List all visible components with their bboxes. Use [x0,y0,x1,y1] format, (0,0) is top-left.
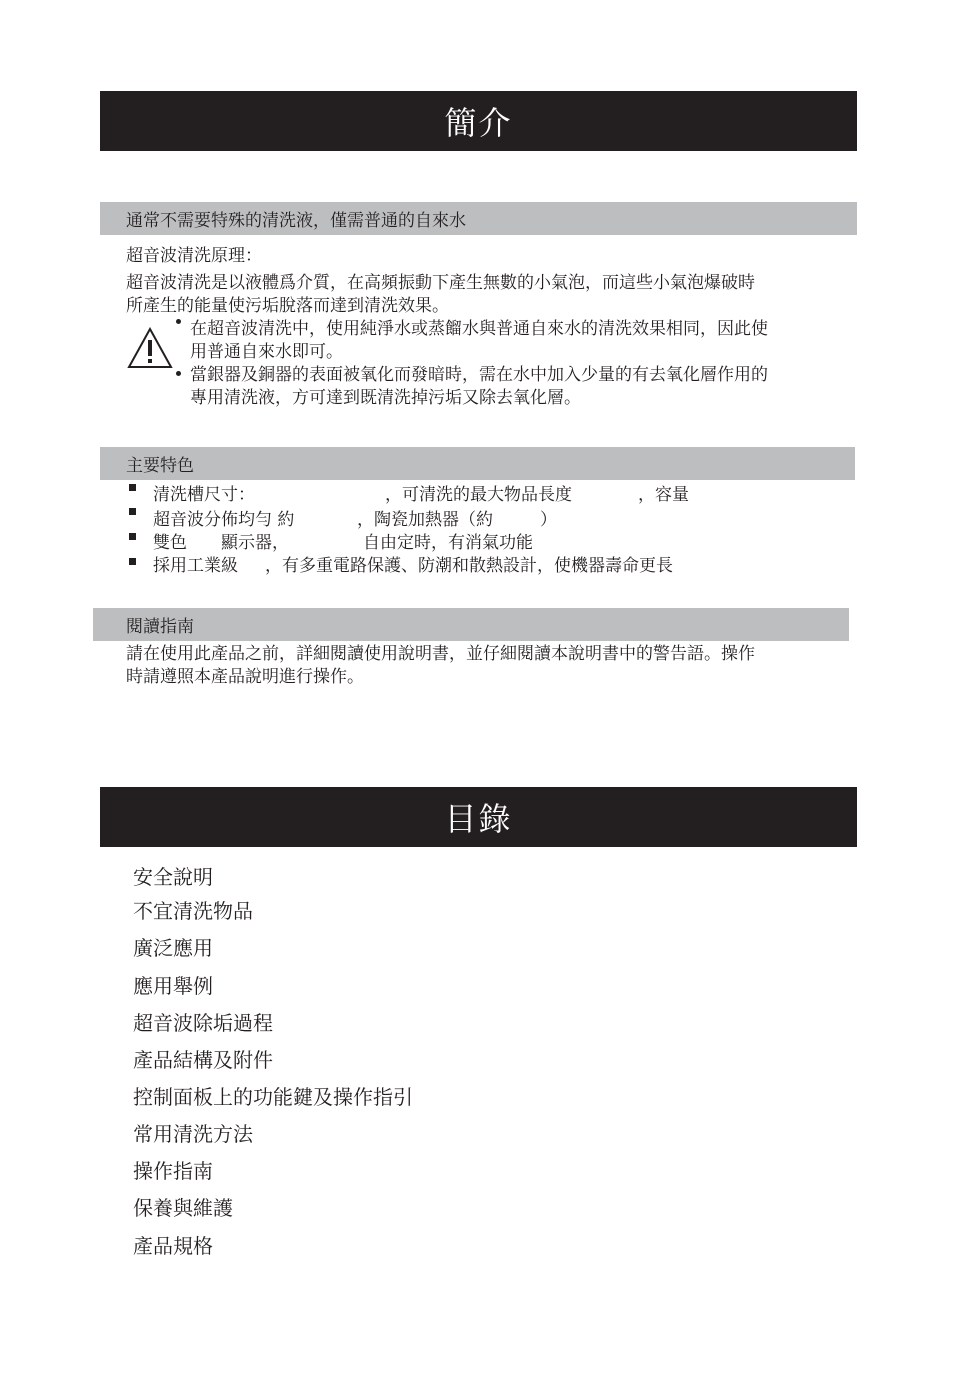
feature-3-b: 顯示器， [221,533,289,553]
feature-1-b: ，可清洗的最大物品長度 [385,485,572,505]
toc-item[interactable]: 超音波除垢過程 [133,1011,273,1035]
intro-title: 簡介 [444,104,513,142]
features-bar [100,447,855,480]
toc-item[interactable]: 產品結構及附件 [133,1048,273,1072]
toc-item[interactable]: 應用舉例 [133,974,213,998]
reading-guide-bar [93,608,849,641]
warning-1-line-1: 在超音波清洗中，使用純淨水或蒸餾水與普通自來水的清洗效果相同，因此使 [190,319,768,339]
warning-1-line-2: 用普通自來水即可。 [190,342,343,362]
principle-line-1: 超音波清洗是以液體爲介質，在高頻振動下產生無數的小氣泡，而這些小氣泡爆破時 [126,273,755,293]
toc-item[interactable]: 產品規格 [133,1234,213,1258]
feature-bullet [129,508,136,515]
toc-item[interactable]: 控制面板上的功能鍵及操作指引 [133,1085,413,1109]
feature-3-c: 自由定時，有消氣功能 [363,533,533,553]
toc-title-bar [100,787,857,847]
feature-1-a: 清洗槽尺寸： [153,485,255,505]
intro-title-bar [100,91,857,151]
feature-4-a: 採用工業級 [153,556,238,576]
reading-guide-label: 閱讀指南 [126,617,194,637]
features-label: 主要特色 [126,456,194,476]
reading-line-1: 請在使用此產品之前，詳細閱讀使用說明書，並仔細閱讀本說明書中的警告語。操作 [126,644,755,664]
toc-item[interactable]: 保養與維護 [133,1196,233,1220]
cleaning-note: 通常不需要特殊的清洗液，僅需普通的自來水 [126,211,466,231]
toc-item[interactable]: 安全說明 [133,865,213,889]
warning-2-line-2: 專用清洗液，方可達到既清洗掉污垢又除去氧化層。 [190,388,581,408]
warning-2-line-1: 當銀器及銅器的表面被氧化而發暗時，需在水中加入少量的有去氧化層作用的 [190,365,768,385]
feature-bullet [129,558,136,565]
reading-line-2: 時請遵照本產品說明進行操作。 [126,667,364,687]
feature-bullet [129,484,136,491]
feature-2-a: 超音波分佈均勻 約 [153,510,295,530]
feature-1-c: ，容量 [638,485,689,505]
toc-item[interactable]: 常用清洗方法 [133,1122,253,1146]
toc-item[interactable]: 不宜清洗物品 [133,899,253,923]
feature-2-c: ） [540,510,557,530]
principle-line-2: 所產生的能量使污垢脫落而達到清洗效果。 [126,296,449,316]
feature-2-b: ，陶瓷加熱器（約 [357,510,493,530]
toc-item[interactable]: 廣泛應用 [133,936,213,960]
warning-triangle-icon [127,327,173,369]
feature-3-a: 雙色 [153,533,187,553]
principle-label: 超音波清洗原理： [126,246,262,266]
feature-4-b: ，有多重電路保護、防潮和散熱設計，使機器壽命更長 [265,556,673,576]
toc-item[interactable]: 操作指南 [133,1159,213,1183]
warning-bullet [176,319,181,324]
warning-bullet [176,371,181,376]
cleaning-note-bar [100,202,857,235]
toc-title: 目錄 [444,800,513,838]
feature-bullet [129,533,136,540]
